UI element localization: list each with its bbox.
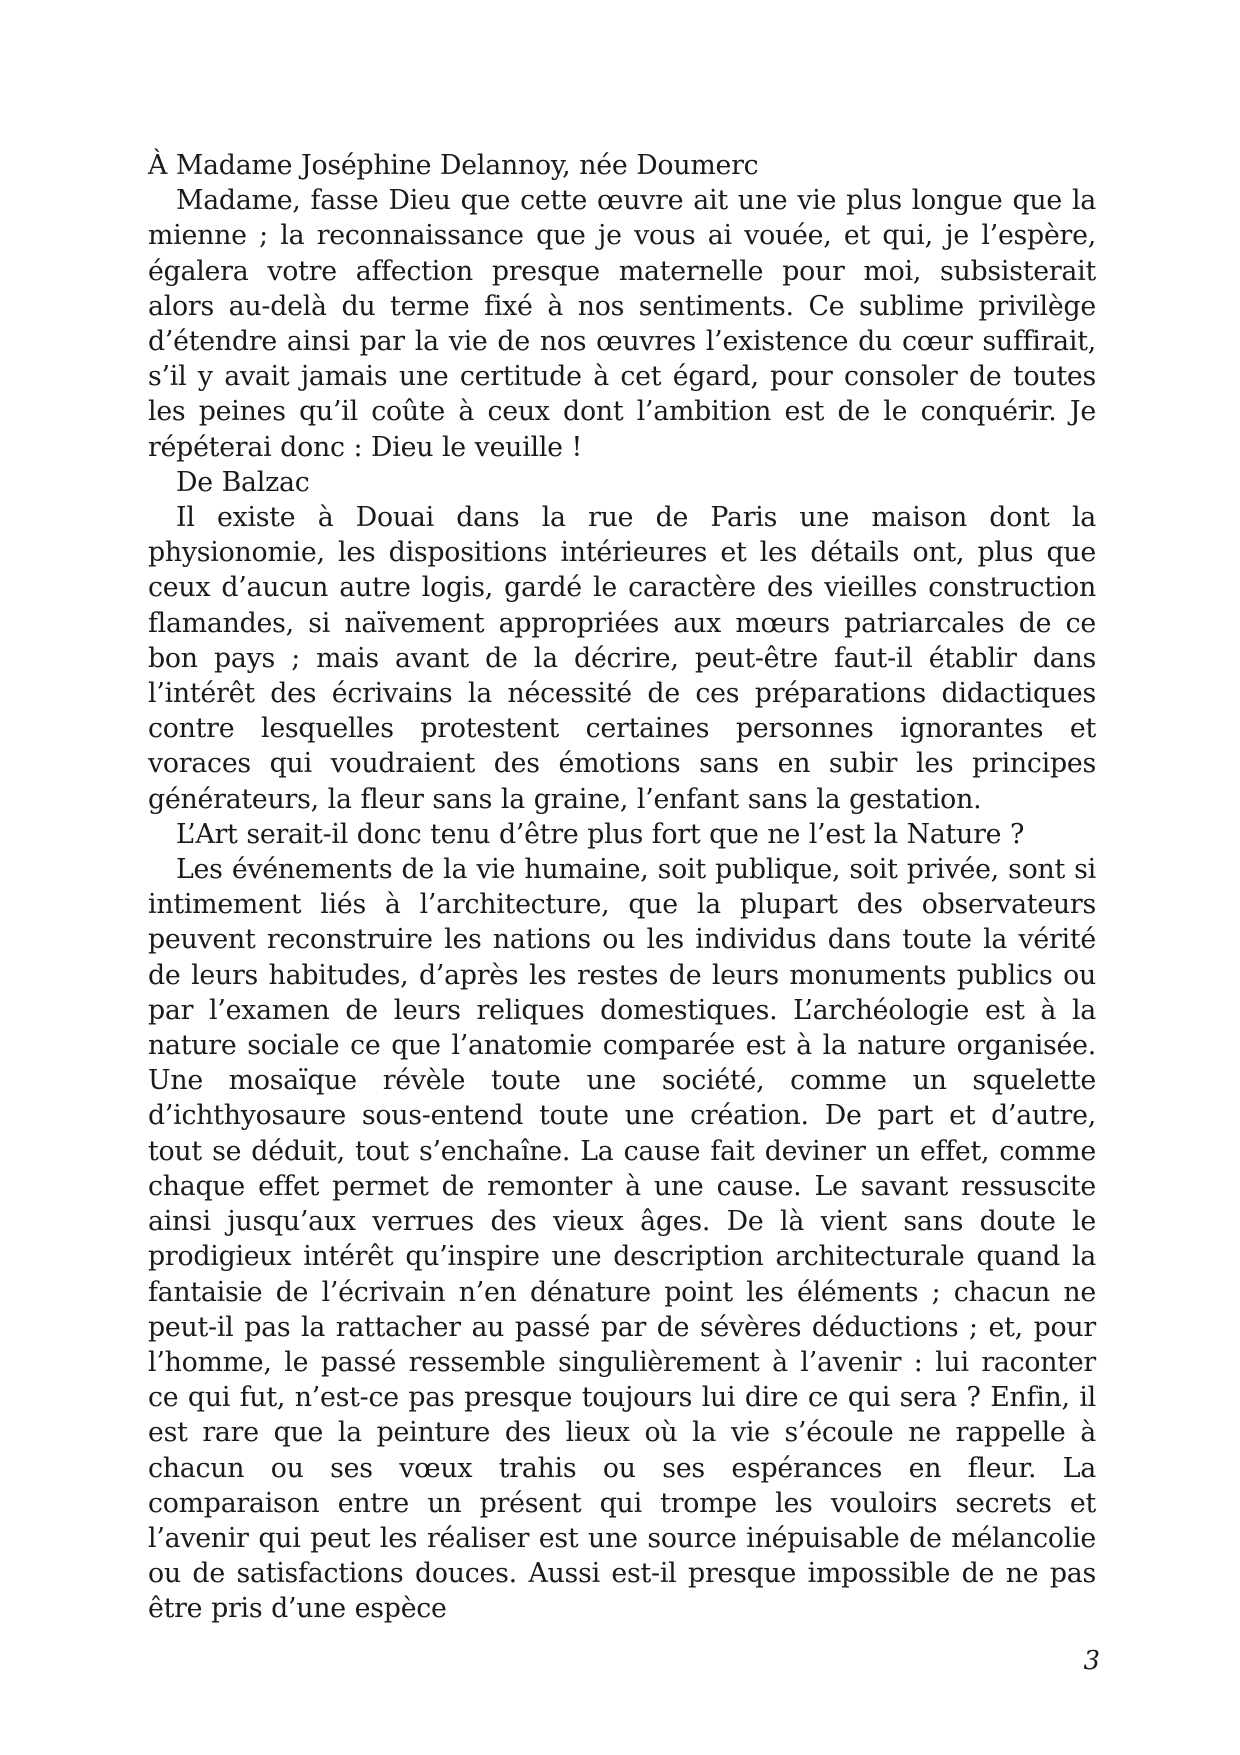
paragraph-evenements: Les événements de la vie humaine, soit publique, soit privée, sont si intimement liés à l’architecture, que la plupart des observateurs peuvent reconstruire les nations ou les individus dans toute la vérité de leurs habitudes, d’après les restes de leurs monuments publics ou par l’examen de leurs reliques domestiques. L’archéologie est à la nature sociale ce que l’anatomie comparée est à la nature organisée. Une mosaïque révèle toute une société, comme un squelette d’ichthyosaure sous-entend toute une création. De part et d’autre, tout se déduit, tout s’enchaîne. La cause fait deviner un effet, comme chaque effet permet de remonter à une cause. Le savant ressuscite ainsi jusqu’aux verrues des vieux âges. De là vient sans doute le prodigieux intérêt qu’inspire une description architecturale quand la fantaisie de l’écrivain n’en dénature point les éléments ; chacun ne peut-il pas la rattacher au passé par de sévères déductions ; et, pour l’homme, le passé ressemble singulièrement à l’avenir : lui raconter ce qui fut, n’est-ce pas presque toujours lui dire ce qui sera ? Enfin, il est rare que la peinture des lieux où la vie s’écoule ne rappelle à chacun ou ses vœux trahis ou ses espérances en fleur. La comparaison entre un présent qui trompe les vouloirs secrets et l’avenir qui peut les réaliser est une source inépuisable de mélancolie ou de satisfactions douces. Aussi est-il presque impossible de ne pas être pris d’une espèce (148, 854, 1096, 1625)
paragraph-art-nature: L’Art serait-il donc tenu d’être plus fort que ne l’est la Nature ? (176, 818, 1025, 850)
paragraph-maison-douai: Il existe à Douai dans la rue de Paris une maison dont la physionomie, les dispositions intérieures et les détails ont, plus que ceux d’aucun autre logis, gardé le caractère des vieilles construction flamandes, si naïvement appropriées aux mœurs patriarcales de ce bon pays ; mais avant de la décrire, peut-être faut-il établir dans l’intérêt des écrivains la nécessité de ces préparations didactiques contre lesquelles protestent certaines personnes ignorantes et voraces qui voudraient des émotions sans en subir les principes générateurs, la fleur sans la graine, l’enfant sans la gestation. (148, 502, 1096, 815)
page-number: 3 (1083, 1646, 1100, 1676)
dedication-heading: À Madame Joséphine Delannoy, née Doumerc (148, 150, 759, 181)
dedication-signature: De Balzac (176, 466, 310, 498)
page-body (148, 148, 1096, 1627)
dedication-body: Madame, fasse Dieu que cette œuvre ait une vie plus longue que la mienne ; la reconnaissance que je vous ai vouée, et qui, je l’espère, égalera votre affection presque maternelle pour moi, subsisterait alors au-delà du terme fixé à nos sentiments. Ce sublime privilège d’étendre ainsi par la vie de nos œuvres l’existence du cœur suffirait, s’il y avait jamais une certitude à cet égard, pour consoler de toutes les peines qu’il coûte à ceux dont l’ambition est de le conquérir. Je répéterai donc : Dieu le veuille ! (148, 185, 1096, 463)
